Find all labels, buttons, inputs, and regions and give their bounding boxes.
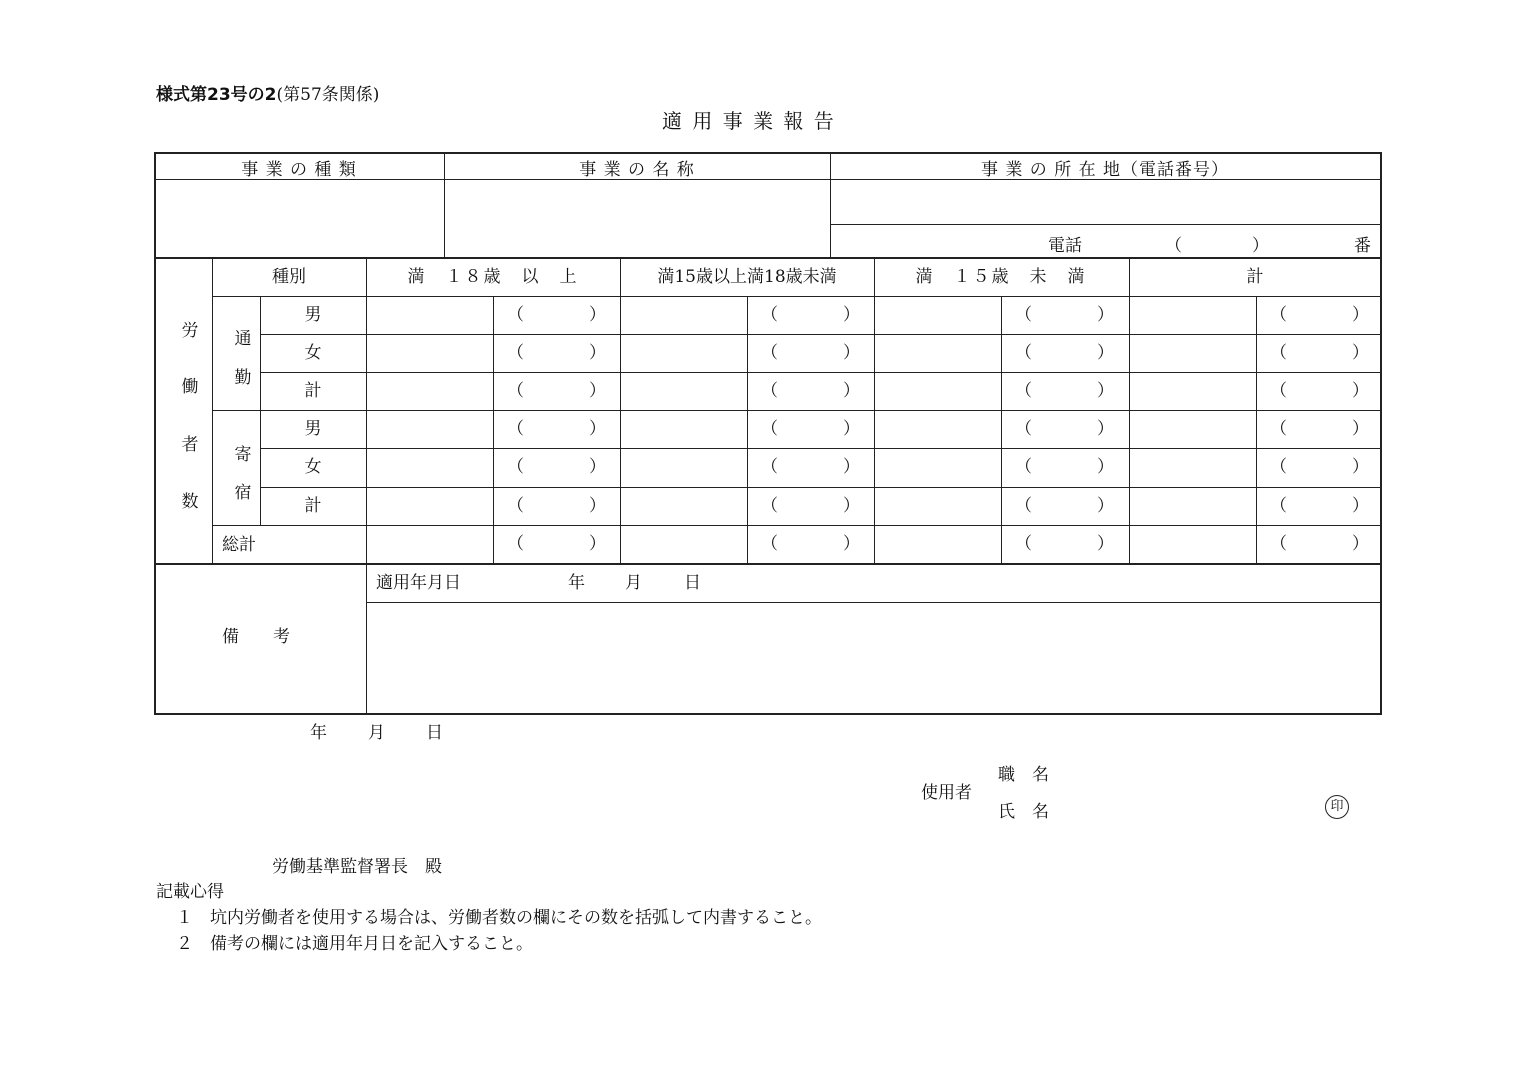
- group-dorm-label-2: 宿: [234, 483, 252, 503]
- date-month: 月: [368, 723, 385, 743]
- note-item-2: ２ 備考の欄には適用年月日を記入すること。: [176, 934, 533, 954]
- phone-suffix: 番: [1354, 236, 1371, 256]
- employer-title-label: 職 名: [998, 765, 1049, 785]
- row-commute-female: 女: [304, 343, 322, 363]
- workers-label-3: 者: [181, 435, 199, 455]
- paren-open-r7-c1: （: [507, 534, 524, 554]
- paren-open-r7-c3: （: [1015, 534, 1032, 554]
- paren-open-r3-c4: （: [1270, 381, 1287, 401]
- paren-open-r4-c2: （: [761, 419, 778, 439]
- paren-open-r2-c4: （: [1270, 343, 1287, 363]
- paren-open-r3-c2: （: [761, 381, 778, 401]
- paren-close-r7-c2: ）: [843, 534, 860, 554]
- paren-close-r2-c3: ）: [1097, 343, 1114, 363]
- age-header-under-15: 満 １５歳 未 満: [915, 267, 1087, 287]
- workers-label-4: 数: [181, 492, 199, 512]
- paren-close-r1-c2: ）: [843, 305, 860, 325]
- paren-open-r7-c4: （: [1270, 534, 1287, 554]
- paren-open-r6-c2: （: [761, 496, 778, 516]
- paren-open-r7-c2: （: [761, 534, 778, 554]
- remarks-label: 備 考: [222, 627, 290, 647]
- paren-close-r5-c4: ）: [1352, 457, 1369, 477]
- paren-close-r2-c4: ）: [1352, 343, 1369, 363]
- apply-date-label: 適用年月日: [376, 573, 461, 593]
- seal-icon: 印: [1325, 795, 1349, 819]
- paren-close-r4-c4: ）: [1352, 419, 1369, 439]
- paren-close-r2-c1: ）: [589, 343, 606, 363]
- row-commute-subtotal: 計: [304, 381, 322, 401]
- row-dorm-subtotal: 計: [304, 496, 322, 516]
- paren-open-r6-c4: （: [1270, 496, 1287, 516]
- paren-open-r2-c3: （: [1015, 343, 1032, 363]
- addressee: 労働基準監督署長 殿: [272, 857, 442, 877]
- page-title: 適 用 事 業 報 告: [662, 109, 836, 133]
- apply-date-year: 年: [568, 573, 585, 593]
- paren-close-r7-c3: ）: [1097, 534, 1114, 554]
- paren-open-r5-c4: （: [1270, 457, 1287, 477]
- paren-close-r3-c1: ）: [589, 381, 606, 401]
- paren-open-r2-c2: （: [761, 343, 778, 363]
- form-ref: (第57条関係): [276, 85, 380, 105]
- group-commute-label-1: 通: [234, 329, 252, 349]
- paren-close-r4-c1: ）: [589, 419, 606, 439]
- paren-open-r4-c3: （: [1015, 419, 1032, 439]
- row-commute-male: 男: [304, 305, 322, 325]
- date-year: 年: [310, 723, 327, 743]
- paren-close-r7-c1: ）: [589, 534, 606, 554]
- phone-paren-open: （: [1165, 236, 1182, 256]
- paren-open-r5-c2: （: [761, 457, 778, 477]
- apply-date-month: 月: [625, 573, 642, 593]
- paren-open-r4-c1: （: [507, 419, 524, 439]
- kind-header: 種別: [272, 267, 306, 287]
- paren-close-r2-c2: ）: [843, 343, 860, 363]
- notes-heading: 記載心得: [156, 882, 224, 902]
- row-dorm-female: 女: [304, 457, 322, 477]
- paren-close-r3-c4: ）: [1352, 381, 1369, 401]
- paren-open-r1-c2: （: [761, 305, 778, 325]
- paren-close-r5-c1: ）: [589, 457, 606, 477]
- paren-close-r1-c3: ）: [1097, 305, 1114, 325]
- note-item-1: １ 坑内労働者を使用する場合は、労働者数の欄にその数を括弧して内書すること。: [176, 908, 822, 928]
- row-dorm-male: 男: [304, 419, 322, 439]
- employer-name-label: 氏 名: [998, 802, 1049, 822]
- paren-open-r1-c3: （: [1015, 305, 1032, 325]
- paren-open-r1-c1: （: [507, 305, 524, 325]
- paren-close-r4-c3: ）: [1097, 419, 1114, 439]
- header-business-name: 事 業 の 名 称: [579, 160, 695, 180]
- paren-close-r1-c4: ）: [1352, 305, 1369, 325]
- employer-label: 使用者: [921, 783, 972, 803]
- paren-close-r3-c3: ）: [1097, 381, 1114, 401]
- paren-close-r3-c2: ）: [843, 381, 860, 401]
- paren-open-r2-c1: （: [507, 343, 524, 363]
- date-day: 日: [426, 723, 443, 743]
- paren-close-r5-c2: ）: [843, 457, 860, 477]
- paren-open-r1-c4: （: [1270, 305, 1287, 325]
- workers-label-2: 働: [181, 377, 199, 397]
- header-business-type: 事 業 の 種 類: [241, 160, 357, 180]
- paren-open-r3-c3: （: [1015, 381, 1032, 401]
- phone-label: 電話: [1048, 236, 1082, 256]
- paren-open-r6-c1: （: [507, 496, 524, 516]
- age-header-15-18: 満15歳以上満18歳未満: [657, 267, 837, 287]
- age-header-18-plus: 満 １８歳 以 上: [407, 267, 579, 287]
- paren-close-r7-c4: ）: [1352, 534, 1369, 554]
- paren-close-r6-c2: ）: [843, 496, 860, 516]
- paren-close-r4-c2: ）: [843, 419, 860, 439]
- group-commute-label-2: 勤: [234, 368, 252, 388]
- paren-close-r6-c1: ）: [589, 496, 606, 516]
- paren-close-r5-c3: ）: [1097, 457, 1114, 477]
- workers-label-1: 労: [181, 321, 199, 341]
- paren-open-r4-c4: （: [1270, 419, 1287, 439]
- paren-close-r6-c4: ）: [1352, 496, 1369, 516]
- apply-date-day: 日: [684, 573, 701, 593]
- paren-open-r5-c1: （: [507, 457, 524, 477]
- paren-close-r1-c1: ）: [589, 305, 606, 325]
- header-business-location: 事 業 の 所 在 地（電話番号）: [980, 160, 1230, 180]
- group-dorm-label-1: 寄: [234, 445, 252, 465]
- paren-open-r6-c3: （: [1015, 496, 1032, 516]
- phone-paren-close: ）: [1252, 236, 1269, 256]
- paren-open-r3-c1: （: [507, 381, 524, 401]
- row-grand-total: 総計: [222, 535, 256, 555]
- form-id: 様式第23号の2(第57条関係): [156, 85, 380, 105]
- age-header-total: 計: [1246, 267, 1264, 287]
- paren-open-r5-c3: （: [1015, 457, 1032, 477]
- paren-close-r6-c3: ）: [1097, 496, 1114, 516]
